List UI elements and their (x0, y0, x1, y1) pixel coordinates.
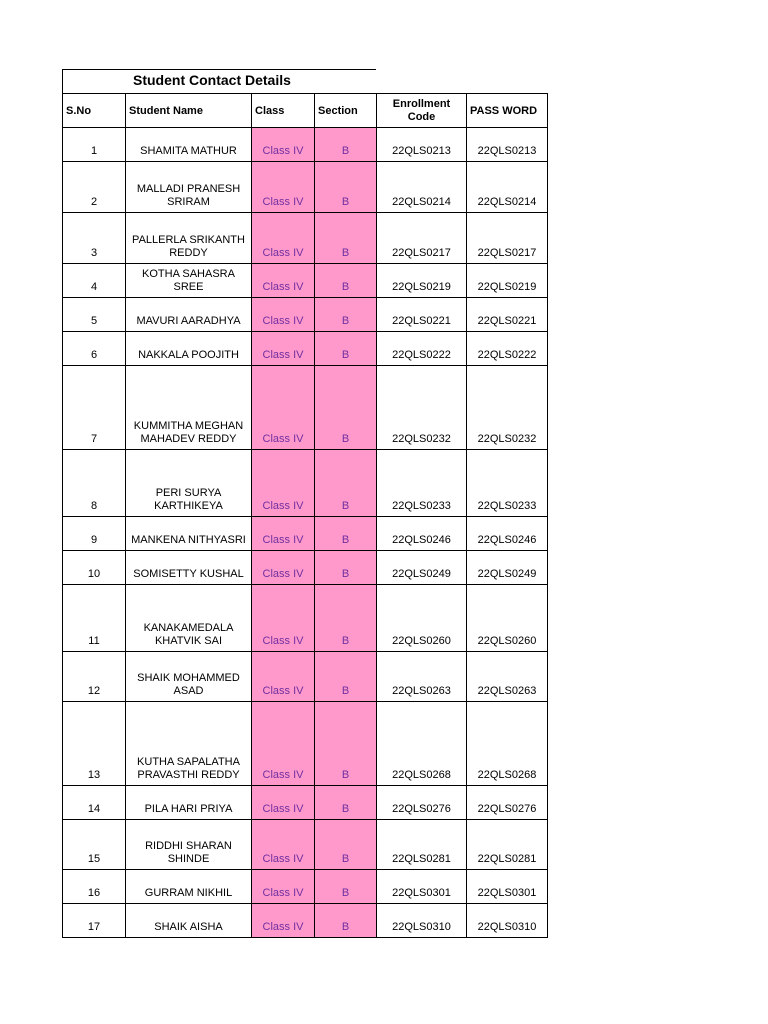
cell-enrollment-code[interactable]: 22QLS0263 (377, 652, 467, 702)
cell-enrollment-code[interactable]: 22QLS0260 (377, 585, 467, 652)
cell-section[interactable]: B (315, 702, 377, 786)
cell-class[interactable]: Class IV (252, 450, 315, 517)
cell-password[interactable]: 22QLS0263 (467, 652, 548, 702)
table-row (63, 551, 548, 585)
cell-section[interactable]: B (315, 517, 377, 551)
cell-password[interactable]: 22QLS0232 (467, 366, 548, 450)
cell-section[interactable]: B (315, 264, 377, 298)
cell-class[interactable]: Class IV (252, 870, 315, 904)
cell-password[interactable]: 22QLS0260 (467, 585, 548, 652)
cell-password[interactable]: 22QLS0219 (467, 264, 548, 298)
cell-class[interactable]: Class IV (252, 652, 315, 702)
cell-class[interactable]: Class IV (252, 820, 315, 870)
table-row (63, 585, 548, 652)
table-row (63, 904, 548, 938)
cell-student-name[interactable]: KUTHA SAPALATHA PRAVASTHI REDDY (126, 702, 252, 786)
cell-section[interactable]: B (315, 551, 377, 585)
cell-password[interactable]: 22QLS0276 (467, 786, 548, 820)
cell-sno[interactable]: 5 (63, 298, 126, 332)
cell-student-name[interactable]: MALLADI PRANESH SRIRAM (126, 162, 252, 213)
cell-student-name[interactable]: PALLERLA SRIKANTH REDDY (126, 213, 252, 264)
cell-sno[interactable]: 6 (63, 332, 126, 366)
cell-student-name[interactable]: PILA HARI PRIYA (126, 786, 252, 820)
cell-sno[interactable]: 8 (63, 450, 126, 517)
cell-sno[interactable]: 14 (63, 786, 126, 820)
table-row (63, 128, 548, 162)
student-table (62, 93, 548, 938)
cell-class[interactable]: Class IV (252, 517, 315, 551)
cell-section[interactable]: B (315, 213, 377, 264)
cell-sno[interactable]: 13 (63, 702, 126, 786)
cell-section[interactable]: B (315, 585, 377, 652)
sheet-title: Student Contact Details (133, 72, 291, 88)
cell-enrollment-code[interactable]: 22QLS0281 (377, 820, 467, 870)
cell-sno[interactable]: 2 (63, 162, 126, 213)
cell-class[interactable]: Class IV (252, 786, 315, 820)
cell-student-name[interactable]: KOTHA SAHASRA SREE (126, 264, 252, 298)
cell-student-name[interactable]: PERI SURYA KARTHIKEYA (126, 450, 252, 517)
cell-sno[interactable]: 15 (63, 820, 126, 870)
cell-student-name[interactable]: KANAKAMEDALA KHATVIK SAI (126, 585, 252, 652)
cell-enrollment-code[interactable]: 22QLS0217 (377, 213, 467, 264)
cell-class[interactable]: Class IV (252, 585, 315, 652)
cell-enrollment-code[interactable]: 22QLS0276 (377, 786, 467, 820)
cell-section[interactable]: B (315, 162, 377, 213)
cell-class[interactable]: Class IV (252, 128, 315, 162)
cell-password[interactable]: 22QLS0233 (467, 450, 548, 517)
cell-sno[interactable]: 4 (63, 264, 126, 298)
table-row (63, 213, 548, 264)
cell-enrollment-code[interactable]: 22QLS0310 (377, 904, 467, 938)
table-row (63, 870, 548, 904)
cell-student-name[interactable]: NAKKALA POOJITH (126, 332, 252, 366)
cell-enrollment-code[interactable]: 22QLS0214 (377, 162, 467, 213)
cell-student-name[interactable]: GURRAM NIKHIL (126, 870, 252, 904)
table-row (63, 332, 548, 366)
cell-password[interactable]: 22QLS0268 (467, 702, 548, 786)
cell-enrollment-code[interactable]: 22QLS0301 (377, 870, 467, 904)
table-row (63, 786, 548, 820)
cell-section[interactable]: B (315, 904, 377, 938)
cell-student-name[interactable]: SHAIK MOHAMMED ASAD (126, 652, 252, 702)
cell-password[interactable]: 22QLS0249 (467, 551, 548, 585)
cell-class[interactable]: Class IV (252, 213, 315, 264)
cell-sno[interactable]: 10 (63, 551, 126, 585)
cell-section[interactable]: B (315, 786, 377, 820)
cell-password[interactable]: 22QLS0301 (467, 870, 548, 904)
cell-enrollment-code[interactable]: 22QLS0249 (377, 551, 467, 585)
cell-password[interactable]: 22QLS0221 (467, 298, 548, 332)
cell-class[interactable]: Class IV (252, 551, 315, 585)
header-section[interactable]: Section (315, 94, 377, 128)
table-row (63, 162, 548, 213)
cell-sno[interactable]: 9 (63, 517, 126, 551)
cell-student-name[interactable]: MAVURI AARADHYA (126, 298, 252, 332)
cell-section[interactable]: B (315, 820, 377, 870)
cell-sno[interactable]: 11 (63, 585, 126, 652)
header-student-name[interactable]: Student Name (126, 94, 252, 128)
cell-sno[interactable]: 1 (63, 128, 126, 162)
cell-password[interactable]: 22QLS0310 (467, 904, 548, 938)
cell-password[interactable]: 22QLS0213 (467, 128, 548, 162)
header-enrollment-code[interactable]: Enrollment Code (377, 94, 467, 128)
table-row (63, 298, 548, 332)
cell-enrollment-code[interactable]: 22QLS0219 (377, 264, 467, 298)
cell-section[interactable]: B (315, 128, 377, 162)
cell-enrollment-code[interactable]: 22QLS0246 (377, 517, 467, 551)
cell-class[interactable]: Class IV (252, 298, 315, 332)
cell-enrollment-code[interactable]: 22QLS0232 (377, 366, 467, 450)
cell-section[interactable]: B (315, 298, 377, 332)
cell-enrollment-code[interactable]: 22QLS0213 (377, 128, 467, 162)
cell-section[interactable]: B (315, 332, 377, 366)
cell-enrollment-code[interactable]: 22QLS0222 (377, 332, 467, 366)
header-password[interactable]: PASS WORD (467, 94, 548, 128)
cell-class[interactable]: Class IV (252, 264, 315, 298)
cell-class[interactable]: Class IV (252, 332, 315, 366)
cell-sno[interactable]: 17 (63, 904, 126, 938)
cell-class[interactable]: Class IV (252, 366, 315, 450)
cell-enrollment-code[interactable]: 22QLS0221 (377, 298, 467, 332)
cell-class[interactable]: Class IV (252, 702, 315, 786)
table-row (63, 450, 548, 517)
cell-sno[interactable]: 16 (63, 870, 126, 904)
cell-sno[interactable]: 7 (63, 366, 126, 450)
cell-password[interactable]: 22QLS0214 (467, 162, 548, 213)
cell-section[interactable]: B (315, 652, 377, 702)
cell-section[interactable]: B (315, 870, 377, 904)
cell-password[interactable]: 22QLS0281 (467, 820, 548, 870)
header-class[interactable]: Class (252, 94, 315, 128)
cell-sno[interactable]: 3 (63, 213, 126, 264)
table-row (63, 366, 548, 450)
cell-student-name[interactable]: SHAMITA MATHUR (126, 128, 252, 162)
header-sno[interactable]: S.No (63, 94, 126, 128)
cell-sno[interactable]: 12 (63, 652, 126, 702)
cell-enrollment-code[interactable]: 22QLS0268 (377, 702, 467, 786)
cell-class[interactable]: Class IV (252, 162, 315, 213)
cell-password[interactable]: 22QLS0217 (467, 213, 548, 264)
header-row (63, 94, 548, 128)
table-row (63, 702, 548, 786)
cell-enrollment-code[interactable]: 22QLS0233 (377, 450, 467, 517)
cell-password[interactable]: 22QLS0246 (467, 517, 548, 551)
cell-student-name[interactable]: MANKENA NITHYASRI (126, 517, 252, 551)
table-row (63, 264, 548, 298)
table-row (63, 517, 548, 551)
cell-student-name[interactable]: SHAIK AISHA (126, 904, 252, 938)
cell-student-name[interactable]: KUMMITHA MEGHAN MAHADEV REDDY (126, 366, 252, 450)
cell-student-name[interactable]: SOMISETTY KUSHAL (126, 551, 252, 585)
cell-section[interactable]: B (315, 450, 377, 517)
table-row (63, 820, 548, 870)
cell-section[interactable]: B (315, 366, 377, 450)
cell-password[interactable]: 22QLS0222 (467, 332, 548, 366)
table-row (63, 652, 548, 702)
table-body (63, 128, 548, 938)
cell-class[interactable]: Class IV (252, 904, 315, 938)
cell-student-name[interactable]: RIDDHI SHARAN SHINDE (126, 820, 252, 870)
